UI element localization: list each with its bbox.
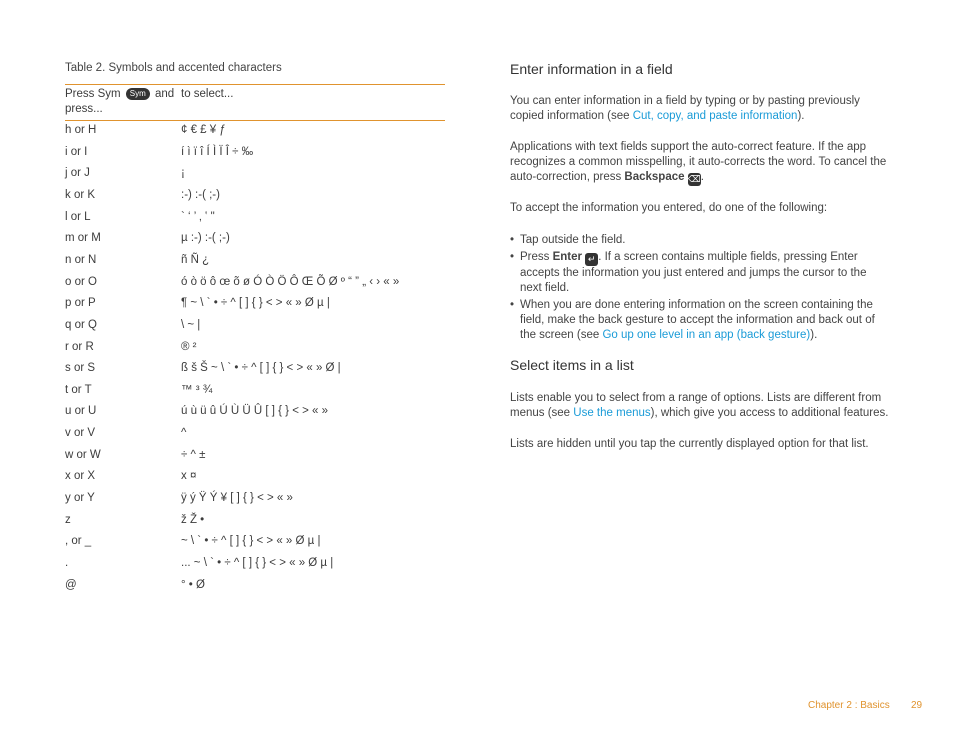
row-key: @ (65, 578, 77, 591)
table-row (65, 276, 445, 297)
row-chars: ÿ ý Ÿ Ý ¥ [ ] { } < > « » (181, 492, 293, 505)
header-col-key-prefix: Press Sym (65, 88, 121, 100)
table-row (65, 579, 445, 600)
row-chars: x ¤ (181, 470, 197, 483)
enter-label: Enter (552, 251, 582, 263)
row-key: y or Y (65, 492, 95, 505)
row-key: j or J (65, 167, 90, 180)
header-col-key (65, 87, 175, 117)
table-row (65, 167, 445, 188)
row-chars: ° • Ø (181, 578, 205, 591)
row-key: v or V (65, 427, 96, 440)
footer-chapter: Chapter 2 : Basics (808, 700, 890, 711)
section-heading-select: Select items in a list (510, 357, 634, 373)
row-chars: ¡ (181, 167, 185, 180)
enter-paragraph-3: To accept the information you entered, do one of the following: (510, 202, 828, 214)
row-chars: ß š Š ~ \ ` • ÷ ^ [ ] { } < > « » Ø | (181, 362, 341, 375)
row-key: l or L (65, 210, 91, 223)
table-row (65, 341, 445, 362)
table-row (65, 297, 445, 318)
enter-paragraph-1 (510, 94, 890, 124)
row-chars: ú ù ü û Ú Ù Ü Û [ ] { } < > « » (181, 405, 329, 418)
table-row (65, 384, 445, 405)
row-key: w or W (65, 448, 101, 461)
select-p1-text-b: ), which give you access to additional features. (650, 407, 889, 419)
row-chars: í ì ï î Í Ì Ï Î ÷ ‰ (181, 145, 254, 158)
table-row (65, 124, 445, 145)
enter-p1-text-a: You can enter information in a field by typing or by pasting previously copied information (see (510, 95, 860, 122)
row-chars: ¢ € £ ¥ ƒ (181, 124, 226, 136)
table-row (65, 405, 445, 426)
row-key: m or M (65, 232, 101, 245)
select-paragraph-1 (510, 391, 890, 421)
b3-text-b: ). (810, 329, 818, 341)
table-row (65, 319, 445, 340)
table-row (65, 211, 445, 232)
row-key: z (65, 513, 71, 526)
backspace-label: Backspace (624, 171, 685, 183)
row-key: u or U (65, 405, 97, 418)
back-gesture-link[interactable]: Go up one level in an app (back gesture) (602, 329, 811, 341)
table-header-rule (65, 120, 445, 121)
table-row (65, 492, 445, 513)
backspace-key-icon: ⌫ (687, 174, 701, 184)
row-chars: ... ~ \ ` • ÷ ^ [ ] { } < > « » Ø µ | (181, 557, 334, 569)
b2-text-a: Press (520, 251, 553, 263)
row-key: n or N (65, 253, 97, 266)
table-row (65, 470, 445, 491)
row-chars: ¶ ~ \ ` • ÷ ^ [ ] { } < > « » Ø µ | (181, 297, 330, 310)
table-row (65, 146, 445, 167)
row-key: x or X (65, 470, 96, 483)
table-row (65, 535, 445, 556)
row-key: o or O (65, 275, 97, 288)
table-row (65, 254, 445, 275)
row-chars: µ :-) :-( ;-) (181, 232, 230, 245)
enter-paragraph-2 (510, 140, 890, 186)
table-row (65, 427, 445, 448)
row-chars: ÷ ^ ± (181, 448, 206, 461)
enter-key-icon: ↵ (585, 253, 598, 266)
enter-p2-text-a: Applications with text fields support the auto-correct feature. If the app recognizes a common misspelling, it auto-corrects the word. To cancel the auto-correction, press (510, 141, 887, 183)
row-chars: :-) :-( ;-) (181, 188, 220, 201)
row-chars: ` ‘ ’ ‚ ‛ " (181, 210, 215, 223)
header-col-key-suffix: and press... (65, 88, 175, 115)
row-key: q or Q (65, 318, 97, 331)
row-key: s or S (65, 362, 96, 375)
row-chars: ® ² (181, 340, 197, 353)
use-menus-link[interactable]: Use the menus (573, 407, 651, 419)
row-key: r or R (65, 340, 94, 353)
header-col-chars: to select... (181, 88, 234, 100)
b3-text-a: When you are done entering information on the screen containing the field, make the back gesture to accept the information and back out of the screen (see (520, 299, 875, 341)
table-row (65, 514, 445, 535)
row-key: p or P (65, 297, 96, 310)
b2-text-b: . If a screen contains multiple fields, pressing Enter accepts the information you just entered and jumps the cursor to the next field. (520, 251, 867, 294)
row-key: k or K (65, 188, 96, 201)
cut-copy-paste-link[interactable]: Cut, copy, and paste information (632, 110, 798, 122)
row-chars: \ ~ | (181, 318, 201, 331)
row-chars: ~ \ ` • ÷ ^ [ ] { } < > « » Ø µ | (181, 535, 321, 548)
row-chars: ó ò ö ô œ õ ø Ó Ò Ö Ô Œ Õ Ø º “ ” „ ‹ › « » (181, 275, 400, 288)
select-p1-text-a: Lists enable you to select from a range of options. Lists are different from menus (see (510, 392, 882, 419)
row-chars: ž Ž • (181, 513, 205, 526)
table-row (65, 232, 445, 253)
table-row (65, 449, 445, 470)
row-key: t or T (65, 383, 92, 396)
list-item-back-gesture (510, 298, 890, 343)
enter-p2-text-b: . (700, 171, 704, 183)
sym-key-icon: Sym (126, 88, 150, 100)
enter-options-list (510, 233, 890, 345)
page-number: 29 (911, 700, 923, 711)
row-key: i or I (65, 145, 88, 158)
table-row (65, 362, 445, 383)
table-row (65, 557, 445, 578)
section-heading-enter: Enter information in a field (510, 61, 673, 77)
enter-p1-text-b: ). (797, 110, 805, 122)
row-key: , or _ (65, 535, 92, 548)
row-chars: ^ (181, 427, 187, 440)
row-key: . (65, 557, 69, 569)
list-item-tap-outside: • Tap outside the field. (510, 233, 890, 248)
row-key: h or H (65, 124, 97, 136)
table-top-rule (65, 84, 445, 85)
table-row (65, 189, 445, 210)
select-paragraph-2: Lists are hidden until you tap the currently displayed option for that list. (510, 438, 869, 450)
list-item-press-enter (510, 250, 890, 296)
row-chars: ™ ³ ¾ (181, 383, 213, 396)
table-caption: Table 2. Symbols and accented characters (65, 62, 282, 74)
row-chars: ñ Ñ ¿ (181, 253, 210, 266)
